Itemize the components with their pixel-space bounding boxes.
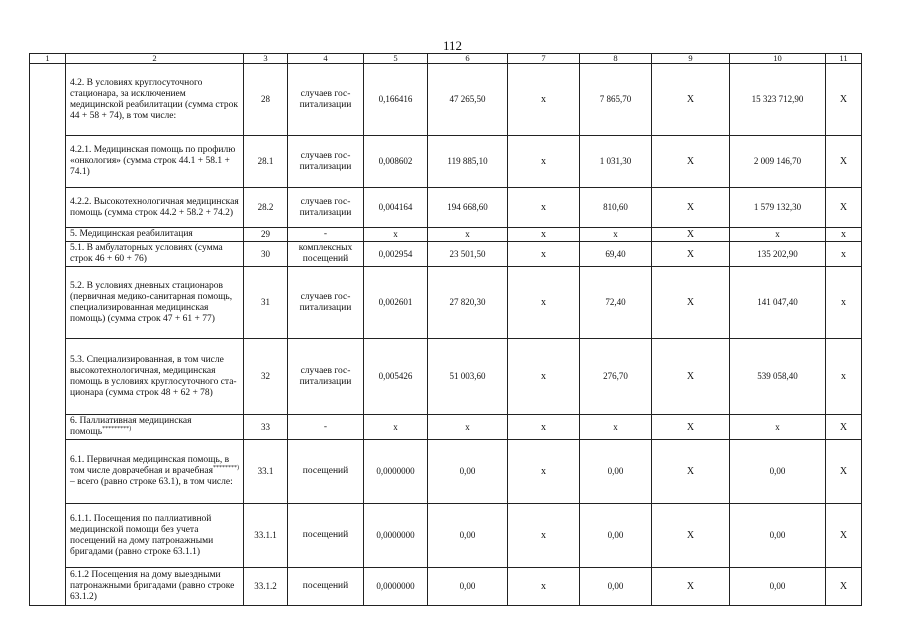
value-cell-6: 0,00 (428, 440, 508, 504)
table-row (30, 136, 862, 188)
column-number: 1 (30, 54, 66, 64)
line-number-cell: 33.1.2 (244, 568, 288, 606)
row-description-text: 6.1.1. Посещения по паллиативной медицинской помощи без учета посещений на дому патронажными бригадами (равно строке 63.1.1) (70, 513, 214, 557)
value-cell-8: 1 031,30 (580, 136, 652, 188)
line-number-cell: 28 (244, 64, 288, 136)
value-cell-11: x (826, 267, 862, 339)
value-cell-9: X (652, 440, 730, 504)
data-table (29, 53, 862, 606)
value-cell-6: x (428, 415, 508, 440)
table-row (30, 267, 862, 339)
line-number-cell: 31 (244, 267, 288, 339)
value-cell-5: 0,0000000 (364, 440, 428, 504)
column-number: 9 (652, 54, 730, 64)
column-number: 5 (364, 54, 428, 64)
value-cell-7: x (508, 188, 580, 228)
value-cell-5: 0,002601 (364, 267, 428, 339)
value-cell-6: 194 668,60 (428, 188, 508, 228)
unit-cell: посещений (288, 568, 364, 606)
column-number: 8 (580, 54, 652, 64)
value-cell-11: X (826, 440, 862, 504)
value-cell-8: 72,40 (580, 267, 652, 339)
value-cell-5: 0,005426 (364, 339, 428, 415)
value-cell-5: x (364, 415, 428, 440)
row-description-text: 6.1.2 Посещения на дому выездными патронажными бригадами (равно строке 63.1.2) (70, 570, 235, 602)
value-cell-7: x (508, 568, 580, 606)
value-cell-6: 27 820,30 (428, 267, 508, 339)
value-cell-10: 0,00 (730, 440, 826, 504)
value-cell-8: x (580, 415, 652, 440)
value-cell-6: x (428, 228, 508, 242)
value-cell-7: x (508, 504, 580, 568)
row-description-tail: – всего (равно строке 63.1), в том числе: (70, 477, 233, 487)
row-description (66, 136, 244, 188)
unit-cell: случаев госпитализации (288, 339, 364, 415)
row-description-text: 4.2.2. Высокотехнологичная медицинская помощь (сумма строк 44.2 + 58.2 + 74.2) (70, 196, 239, 218)
value-cell-5: x (364, 228, 428, 242)
column-number: 11 (826, 54, 862, 64)
value-cell-8: 810,60 (580, 188, 652, 228)
value-cell-8: 276,70 (580, 339, 652, 415)
row-description (66, 242, 244, 267)
row-description (66, 267, 244, 339)
value-cell-10: 1 579 132,30 (730, 188, 826, 228)
value-cell-6: 51 003,60 (428, 339, 508, 415)
value-cell-9: X (652, 136, 730, 188)
row-description (66, 568, 244, 606)
table-row (30, 568, 862, 606)
value-cell-8: 7 865,70 (580, 64, 652, 136)
value-cell-5: 0,008602 (364, 136, 428, 188)
column-number: 2 (66, 54, 244, 64)
value-cell-9: X (652, 339, 730, 415)
value-cell-5: 0,004164 (364, 188, 428, 228)
row-description (66, 188, 244, 228)
unit-cell: - (288, 415, 364, 440)
unit-cell: - (288, 228, 364, 242)
table-row (30, 504, 862, 568)
page-number: 112 (442, 38, 463, 53)
row-description-text: 5.1. В амбулаторных условиях (сумма строк 46 + 60 + 76) (70, 243, 223, 264)
value-cell-7: x (508, 415, 580, 440)
unit-cell: комплексных посещений (288, 242, 364, 267)
row-description (66, 440, 244, 504)
value-cell-9: X (652, 568, 730, 606)
value-cell-8: 69,40 (580, 242, 652, 267)
value-cell-10: 141 047,40 (730, 267, 826, 339)
line-number-cell: 28.1 (244, 136, 288, 188)
value-cell-10: x (730, 228, 826, 242)
unit-cell: случаев госпитализации (288, 64, 364, 136)
line-number-cell: 33 (244, 415, 288, 440)
value-cell-11: X (826, 415, 862, 440)
value-cell-11: X (826, 188, 862, 228)
row-description-text: 5.3. Специализированная, в том числе высокотехнологичная, медицинская помощь в условиях круглосуточного стационара (сумма строк 48 + 62 + 78) (70, 354, 237, 398)
table-row (30, 440, 862, 504)
footnote-marker: ********) (212, 464, 239, 471)
value-cell-11: x (826, 339, 862, 415)
value-cell-9: X (652, 415, 730, 440)
line-number-cell: 32 (244, 339, 288, 415)
value-cell-7: x (508, 242, 580, 267)
value-cell-9: X (652, 504, 730, 568)
value-cell-9: X (652, 267, 730, 339)
table-row (30, 339, 862, 415)
table-body (30, 64, 862, 606)
unit-cell: случаев госпитализации (288, 136, 364, 188)
value-cell-10: 0,00 (730, 504, 826, 568)
value-cell-11: X (826, 568, 862, 606)
value-cell-9: X (652, 242, 730, 267)
value-cell-11: x (826, 228, 862, 242)
value-cell-5: 0,0000000 (364, 568, 428, 606)
row-description-text: 6.1. Первичная медицинская помощь, в том числе доврачебная и врачебная (70, 455, 230, 476)
column-number-row (30, 54, 862, 64)
row-description-text: 5.2. В условиях дневных стационаров (первичная медико-санитарная помощь, специализированная медицинская помощь) (сумма строк 47 + 61 + 77) (70, 280, 233, 324)
value-cell-5: 0,166416 (364, 64, 428, 136)
column-number: 3 (244, 54, 288, 64)
value-cell-7: x (508, 228, 580, 242)
row-description (66, 228, 244, 242)
value-cell-8: 0,00 (580, 440, 652, 504)
unit-cell: случаев госпитализации (288, 188, 364, 228)
line-number-cell: 33.1.1 (244, 504, 288, 568)
row-description (66, 64, 244, 136)
table-row (30, 242, 862, 267)
table-row (30, 228, 862, 242)
value-cell-8: 0,00 (580, 568, 652, 606)
value-cell-7: x (508, 339, 580, 415)
value-cell-6: 47 265,50 (428, 64, 508, 136)
value-cell-6: 0,00 (428, 568, 508, 606)
value-cell-7: x (508, 440, 580, 504)
value-cell-8: 0,00 (580, 504, 652, 568)
column-number: 7 (508, 54, 580, 64)
table-row (30, 64, 862, 136)
value-cell-11: X (826, 64, 862, 136)
row-description-text: 6. Паллиативная медицинская помощь (70, 416, 192, 437)
line-number-cell: 28.2 (244, 188, 288, 228)
line-number-cell: 30 (244, 242, 288, 267)
footnote-marker: *********) (102, 425, 132, 432)
line-number-cell: 33.1 (244, 440, 288, 504)
value-cell-11: x (826, 242, 862, 267)
value-cell-7: x (508, 136, 580, 188)
column-number: 4 (288, 54, 364, 64)
row-description (66, 339, 244, 415)
value-cell-9: X (652, 64, 730, 136)
value-cell-10: 539 058,40 (730, 339, 826, 415)
value-cell-5: 0,0000000 (364, 504, 428, 568)
table-row (30, 188, 862, 228)
unit-cell: посещений (288, 504, 364, 568)
line-number-cell: 29 (244, 228, 288, 242)
column-number: 10 (730, 54, 826, 64)
value-cell-6: 119 885,10 (428, 136, 508, 188)
value-cell-5: 0,002954 (364, 242, 428, 267)
value-cell-11: X (826, 504, 862, 568)
value-cell-10: x (730, 415, 826, 440)
row-description (66, 415, 244, 440)
value-cell-10: 2 009 146,70 (730, 136, 826, 188)
value-cell-8: x (580, 228, 652, 242)
value-cell-11: X (826, 136, 862, 188)
value-cell-10: 0,00 (730, 568, 826, 606)
value-cell-10: 15 323 712,90 (730, 64, 826, 136)
value-cell-7: x (508, 64, 580, 136)
row-description-text: 4.2.1. Медицинская помощь по профилю «онкология» (сумма строк 44.1 + 58.1 + 74.1) (70, 145, 236, 177)
row-description (66, 504, 244, 568)
row-description-text: 4.2. В условиях круглосуточного стационара, за исключением медицинской реабилитации (сумма строк 44 + 58 + 74), в том числе: (70, 77, 239, 121)
empty-first-column (30, 64, 66, 606)
value-cell-10: 135 202,90 (730, 242, 826, 267)
value-cell-9: X (652, 188, 730, 228)
unit-cell: посещений (288, 440, 364, 504)
row-description-text: 5. Медицинская реабилитация (70, 229, 193, 239)
table-row (30, 415, 862, 440)
unit-cell: случаев госпитализации (288, 267, 364, 339)
value-cell-9: X (652, 228, 730, 242)
column-number: 6 (428, 54, 508, 64)
value-cell-6: 0,00 (428, 504, 508, 568)
value-cell-7: x (508, 267, 580, 339)
value-cell-6: 23 501,50 (428, 242, 508, 267)
